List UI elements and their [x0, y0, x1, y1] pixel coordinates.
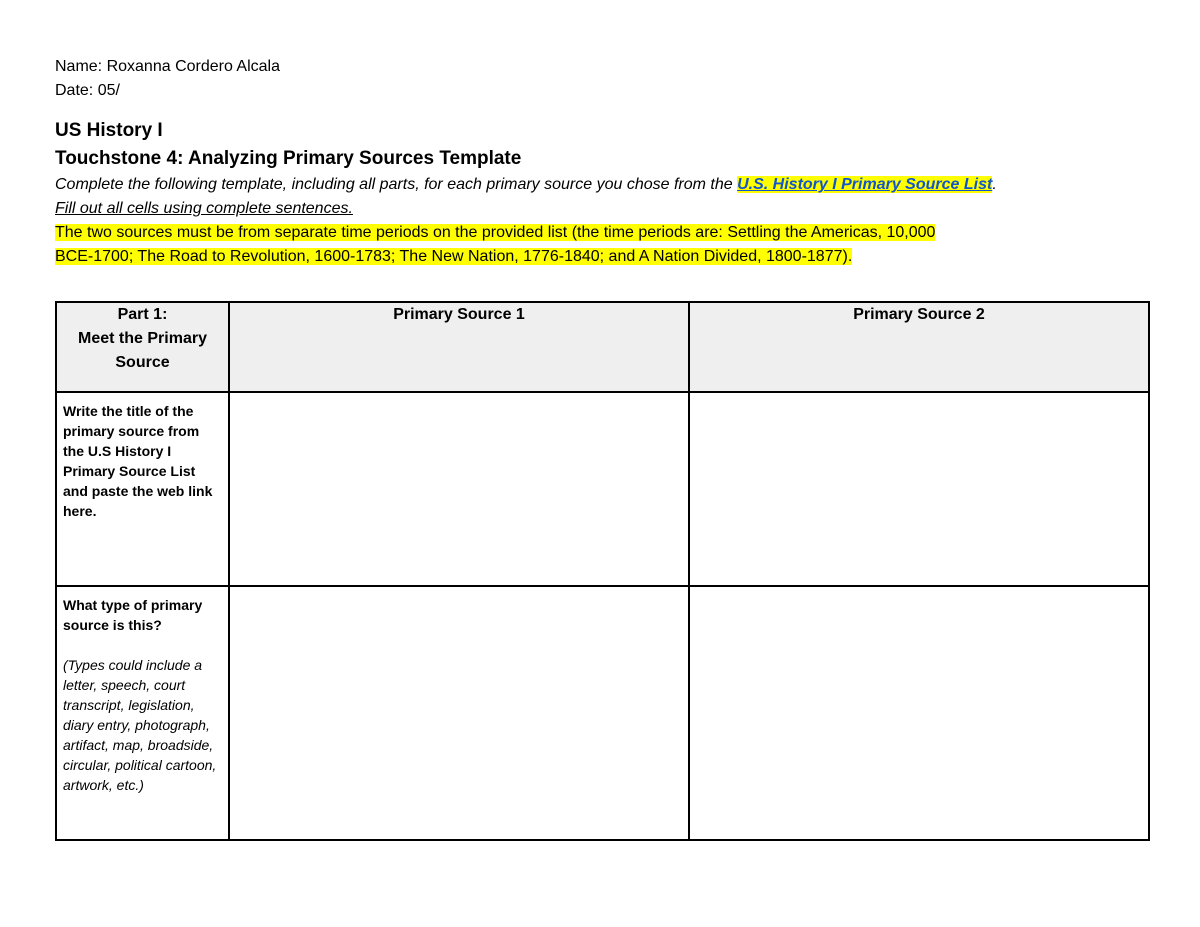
table-header-row	[56, 302, 1149, 392]
time-period-note-line2	[55, 245, 1147, 269]
primary-source-1-header: Primary Source 1	[229, 302, 689, 392]
title-question-cell	[56, 392, 229, 586]
type-question-cell	[56, 586, 229, 840]
primary-source-table	[55, 301, 1150, 841]
instruction-period: .	[992, 176, 997, 193]
date-line: Date: 05/	[55, 82, 120, 99]
part-subtitle-line1: Meet the Primary	[78, 330, 207, 347]
source-2-title-input[interactable]	[689, 392, 1149, 586]
instruction-text: Complete the following template, including all parts, for each primary source you chose from the	[55, 176, 738, 193]
title-question-text: Write the title of the primary source from the U.S History I Primary Source List and paste the web link here.	[63, 403, 213, 519]
source-1-type-input[interactable]	[229, 586, 689, 840]
template-title: Touchstone 4: Analyzing Primary Sources Template	[55, 148, 522, 169]
part-label: Part 1:	[117, 306, 168, 323]
complete-sentences-text: Fill out all cells using complete sentences.	[55, 200, 353, 217]
primary-source-2-header: Primary Source 2	[689, 302, 1149, 392]
type-examples-note: (Types could include a letter, speech, court transcript, legislation, diary entry, photograph, artifact, map, broadside, circular, political cartoon, artwork, etc.)	[63, 657, 217, 793]
course-title: US History I	[55, 120, 163, 141]
table-row	[56, 586, 1149, 840]
part-subtitle-line2: Source	[115, 354, 170, 371]
instruction-line	[55, 173, 1147, 197]
part-header-cell	[56, 302, 229, 392]
time-period-note-text2: BCE-1700; The Road to Revolution, 1600-1783; The New Nation, 1776-1840; and A Nation Divided, 1800-1877).	[55, 248, 853, 265]
type-question-text: What type of primary source is this?	[63, 597, 203, 633]
complete-sentences-instruction	[55, 197, 1147, 221]
table-row	[56, 392, 1149, 586]
document-page	[55, 55, 1147, 269]
source-2-type-input[interactable]	[689, 586, 1149, 840]
student-name: Name: Roxanna Cordero Alcala	[55, 58, 281, 75]
time-period-note-line1	[55, 221, 1147, 245]
time-period-note-text1: The two sources must be from separate time periods on the provided list (the time periods are: Settling the Americas, 10,000	[55, 224, 936, 241]
source-1-title-input[interactable]	[229, 392, 689, 586]
primary-source-list-link[interactable]: U.S. History I Primary Source List	[737, 176, 993, 193]
